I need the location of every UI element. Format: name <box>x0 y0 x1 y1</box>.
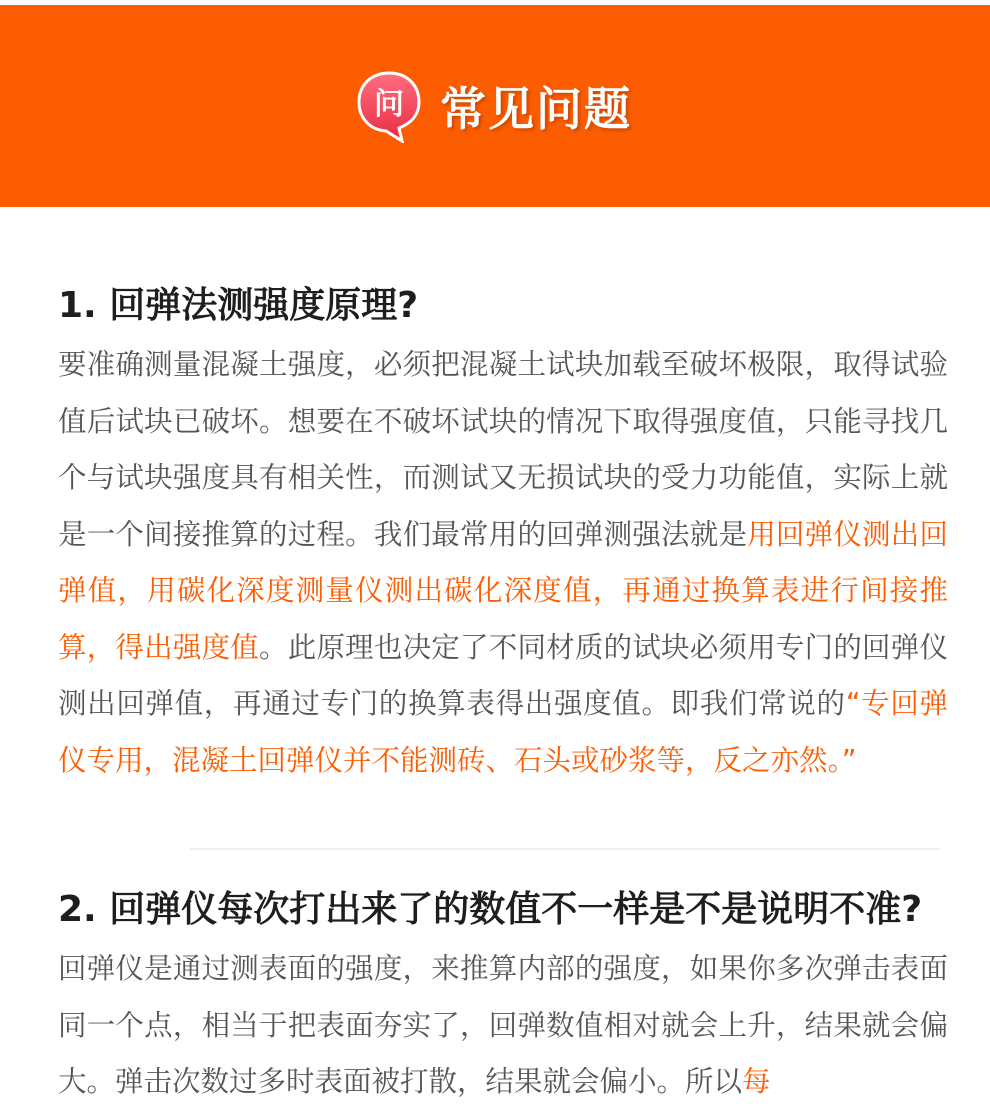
answer-paragraph-1 <box>58 337 948 789</box>
answer-1-quote: “专回弹仪专用，混凝土回弹仪并不能测砖、石头或砂浆等，反之亦然。” <box>58 687 948 777</box>
question-title-1: 1. 回弹法测强度原理? <box>58 285 419 326</box>
banner-title: 常见问题 <box>440 82 632 136</box>
question-bubble-icon <box>356 69 422 143</box>
answer-1-highlight: 用回弹仪测出回弹值，用碳化深度测量仪测出碳化深度值，再通过换算表进行间接推算，得出强度值 <box>58 517 948 664</box>
answer-1-text-cont: 。此原理也决定了不同材质的试块必须用专门的回弹仪测出回弹值，再通过专门的换算表得出强度值。即我们常说的 <box>58 630 948 720</box>
faq-banner <box>0 5 990 207</box>
faq-section-1 <box>58 281 948 789</box>
answer-2-highlight: 每 <box>742 1065 771 1098</box>
question-title-2: 2. 回弹仪每次打出来了的数值不一样是不是说明不准? <box>58 889 923 930</box>
bubble-glyph: 问 <box>374 87 404 122</box>
section-divider <box>190 848 940 850</box>
answer-2-text: 回弹仪是通过测表面的强度，来推算内部的强度，如果你多次弹击表面同一个点，相当于把表面夯实了，回弹数值相对就会上升，结果就会偏大。弹击次数过多时表面被打散，结果就会偏小。所以 <box>58 952 948 1098</box>
banner-content <box>356 69 632 143</box>
answer-paragraph-2 <box>58 941 948 1111</box>
answer-1-text: 要准确测量混凝土强度，必须把混凝土试块加载至破坏极限，取得试验值后试块已破坏。想要在不破坏试块的情况下取得强度值，只能寻找几个与试块强度具有相关性，而测试又无损试块的受力功能值，实际上就是一个间接推算的过程。我们最常用的回弹测强法就是 <box>58 348 948 551</box>
faq-section-2 <box>58 885 948 1111</box>
